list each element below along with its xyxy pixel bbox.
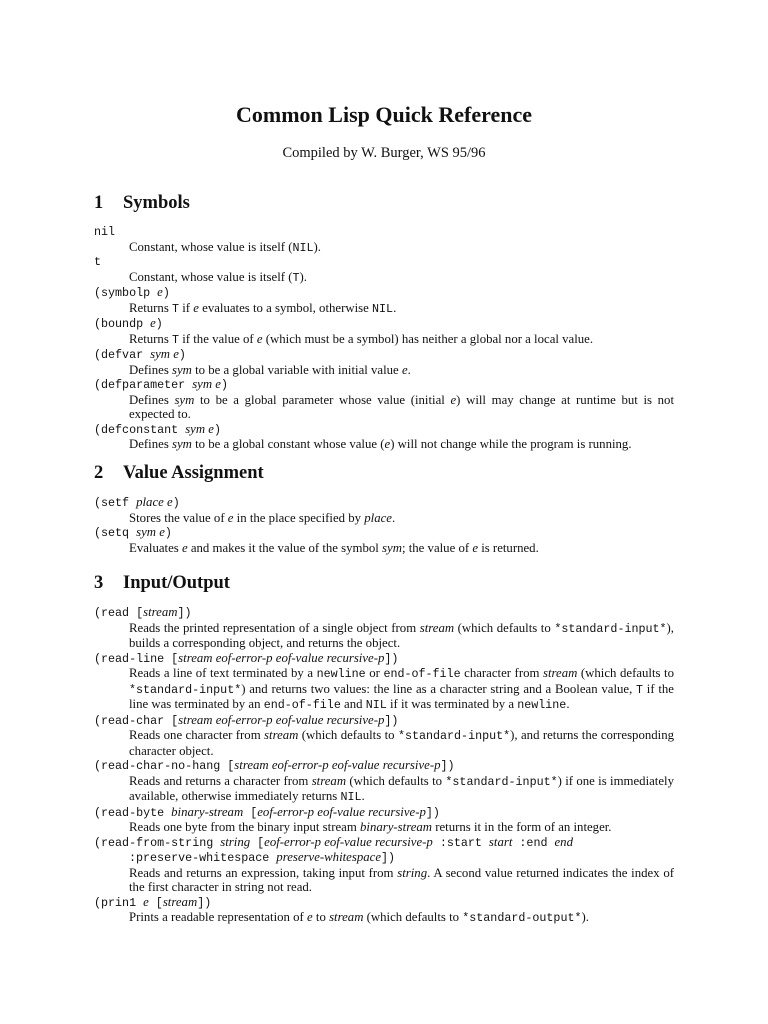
function-description: Stores the value of e in the place specified by place. <box>129 510 396 525</box>
meta-variable: e <box>181 540 188 555</box>
signature-line: (read-line [stream eof-error-p eof-value recursive-p]) <box>94 650 399 666</box>
meta-variable: e <box>256 331 263 346</box>
definition-entry <box>94 495 674 525</box>
signature-line: (setf place e) <box>94 495 180 510</box>
document-subtitle: Compiled by W. Burger, WS 95/96 <box>282 145 486 161</box>
definition-entry <box>94 347 674 377</box>
code-literal: NIL <box>365 698 387 712</box>
signature-line: (read-from-string string [eof-error-p eof-value recursive-p :start start :end end <box>94 834 573 850</box>
code-literal: *standard-input* <box>129 682 242 697</box>
meta-variable: e <box>157 285 163 299</box>
function-signature <box>94 805 674 821</box>
function-signature <box>94 316 674 332</box>
code-literal: *standard-input* <box>445 774 558 789</box>
document-title: Common Lisp Quick Reference <box>236 102 532 127</box>
meta-variable: stream eof-error-p eof-value recursive-p <box>234 758 441 772</box>
entry-list <box>94 495 674 555</box>
function-description: Reads one byte from the binary input stream binary-stream returns it in the form of an integer. <box>129 820 612 834</box>
definition-entry <box>94 651 674 713</box>
entry-list <box>94 225 674 452</box>
meta-variable: e <box>193 300 199 315</box>
signature-line: (defparameter sym e) <box>94 377 228 392</box>
function-description: Reads a line of text terminated by a newline or end-of-file character from stream (which defaults to *standard-input*) and returns two values: the line as a character string and a Boolean value, T if the line was terminated by an end-of-file and NIL if it was terminated by a newline. <box>129 666 674 712</box>
signature-line: (boundp e) <box>94 316 163 331</box>
function-description: Returns T if e evaluates to a symbol, otherwise NIL. <box>129 300 397 316</box>
definition-entry <box>94 255 674 285</box>
entry-list <box>94 605 674 926</box>
section-title: Symbols <box>123 193 190 213</box>
function-signature <box>94 758 674 774</box>
code-literal: T <box>172 301 180 316</box>
meta-variable: e <box>472 540 478 555</box>
signature-line: (defconstant sym e) <box>94 421 221 437</box>
function-signature <box>94 495 674 511</box>
meta-variable: sym e <box>150 347 179 361</box>
function-description: Returns T if the value of e (which must be a symbol) has neither a global nor a local value. <box>129 331 594 347</box>
code-literal: *standard-input* <box>397 729 511 743</box>
function-description: Reads one character from stream (which defaults to *standard-input*), and returns the corresponding character object. <box>129 728 674 758</box>
meta-variable: end <box>554 834 573 849</box>
function-description: Reads and returns an expression, taking input from string. A second value returned indicates the index of the first character in string not read. <box>129 865 674 894</box>
definition-entry <box>94 805 674 835</box>
function-signature <box>94 895 674 911</box>
definition-entry <box>94 377 674 422</box>
meta-variable: eof-error-p eof-value recursive-p <box>264 834 433 849</box>
definition-entry <box>94 422 674 452</box>
code-literal: NIL <box>372 301 394 316</box>
meta-variable: e <box>150 316 156 330</box>
definition-entry <box>94 225 674 255</box>
meta-variable: stream <box>419 620 455 635</box>
definition-entry <box>94 525 674 555</box>
meta-variable: e <box>401 362 408 377</box>
code-literal: NIL <box>292 240 314 255</box>
code-literal: T <box>636 682 644 697</box>
signature-line: (read [stream]) <box>94 605 192 620</box>
meta-variable: binary-stream <box>171 804 244 819</box>
signature-line: (read-byte binary-stream [eof-error-p eof-value recursive-p]) <box>94 804 440 820</box>
code-literal: end-of-file <box>383 667 461 681</box>
section-title: Value Assignment <box>123 463 264 483</box>
function-signature <box>94 422 674 438</box>
section-heading <box>94 461 674 495</box>
meta-variable: string <box>397 865 428 880</box>
code-literal: *standard-output* <box>462 911 582 925</box>
function-signature <box>94 835 674 866</box>
signature-line: (defvar sym e) <box>94 347 186 362</box>
signature-line: nil <box>94 225 116 239</box>
function-description: Evaluates e and makes it the value of the symbol sym; the value of e is returned. <box>129 540 539 555</box>
function-description: Defines sym to be a global parameter whose value (initial e) will may change at runtime but is not expected to. <box>129 392 675 421</box>
definition-entry <box>94 605 674 651</box>
section-heading <box>94 191 674 225</box>
signature-line: (symbolp e) <box>94 285 170 300</box>
signature-line: (read-char-no-hang [stream eof-error-p eof-value recursive-p]) <box>94 758 455 773</box>
function-signature <box>94 255 674 270</box>
function-description: Defines sym to be a global variable with initial value e. <box>129 362 411 377</box>
function-description: Defines sym to be a global constant whose value (e) will not change while the program is running. <box>129 437 632 451</box>
function-signature <box>94 225 674 240</box>
function-description: Reads and returns a character from stream (which defaults to *standard-input*) if one is immediately available, otherwise immediately returns NIL. <box>129 773 675 804</box>
signature-line: (read-char [stream eof-error-p eof-value recursive-p]) <box>94 712 399 728</box>
function-description: Reads the printed representation of a single object from stream (which defaults to *standard-input*), builds a corresponding object, and returns the object. <box>129 620 675 650</box>
function-signature <box>94 713 674 729</box>
function-description: Constant, whose value is itself (T). <box>129 269 307 285</box>
definition-entry <box>94 758 674 805</box>
section-heading <box>94 571 674 605</box>
section-number: 3 <box>94 573 104 593</box>
meta-variable: place e <box>136 495 173 509</box>
definition-entry <box>94 713 674 759</box>
function-signature <box>94 347 674 363</box>
section-number: 1 <box>94 193 104 213</box>
meta-variable: sym e <box>136 525 165 539</box>
meta-variable: sym e <box>185 421 214 436</box>
meta-variable: stream <box>311 773 347 788</box>
signature-line: (setq sym e) <box>94 525 172 540</box>
definition-entry <box>94 895 674 926</box>
code-literal: end-of-file <box>263 698 341 712</box>
section-symbols <box>94 191 674 452</box>
code-literal: NIL <box>340 790 362 804</box>
function-signature <box>94 651 674 667</box>
meta-variable: e <box>307 910 313 924</box>
function-signature <box>94 285 674 301</box>
meta-variable: sym e <box>192 377 221 391</box>
meta-variable: stream <box>542 666 578 680</box>
meta-variable: sym <box>174 392 195 407</box>
meta-variable: preserve-whitespace <box>276 850 382 864</box>
meta-variable: stream <box>162 894 198 909</box>
section-title: Input/Output <box>123 573 230 593</box>
meta-variable: sym <box>172 362 192 377</box>
signature-line: :preserve-whitespace preserve-whitespace]) <box>129 850 396 865</box>
section-value-assignment <box>94 461 674 555</box>
meta-variable: sym <box>172 437 192 451</box>
meta-variable: stream eof-error-p eof-value recursive-p <box>178 712 385 727</box>
meta-variable: stream <box>264 728 299 742</box>
meta-variable: e <box>143 894 149 909</box>
meta-variable: place <box>364 510 392 525</box>
function-description: Prints a readable representation of e to stream (which defaults to *standard-output*). <box>129 910 589 925</box>
definition-entry <box>94 316 674 347</box>
signature-line: (prin1 e [stream]) <box>94 894 212 910</box>
function-signature <box>94 605 674 621</box>
meta-variable: e <box>450 392 457 407</box>
meta-variable: sym <box>382 540 402 555</box>
meta-variable: binary-stream <box>360 820 433 834</box>
section-number: 2 <box>94 463 104 483</box>
function-signature <box>94 525 674 541</box>
meta-variable: e <box>227 510 234 525</box>
signature-line: t <box>94 255 102 269</box>
function-description: Constant, whose value is itself (NIL). <box>129 239 322 255</box>
code-literal: newline <box>316 667 366 681</box>
code-literal: newline <box>517 698 567 712</box>
meta-variable: stream eof-error-p eof-value recursive-p <box>178 650 385 665</box>
meta-variable: start <box>488 834 513 849</box>
meta-variable: stream <box>329 910 364 924</box>
meta-variable: e <box>384 437 391 451</box>
meta-variable: stream <box>143 605 178 619</box>
section-input-output <box>94 571 674 926</box>
meta-variable: string <box>220 834 251 849</box>
function-signature <box>94 377 674 393</box>
meta-variable: eof-error-p eof-value recursive-p <box>257 804 426 819</box>
code-literal: T <box>172 332 180 347</box>
definition-entry <box>94 285 674 316</box>
code-literal: T <box>292 270 300 285</box>
code-literal: *standard-input* <box>554 621 667 636</box>
definition-entry <box>94 835 674 895</box>
